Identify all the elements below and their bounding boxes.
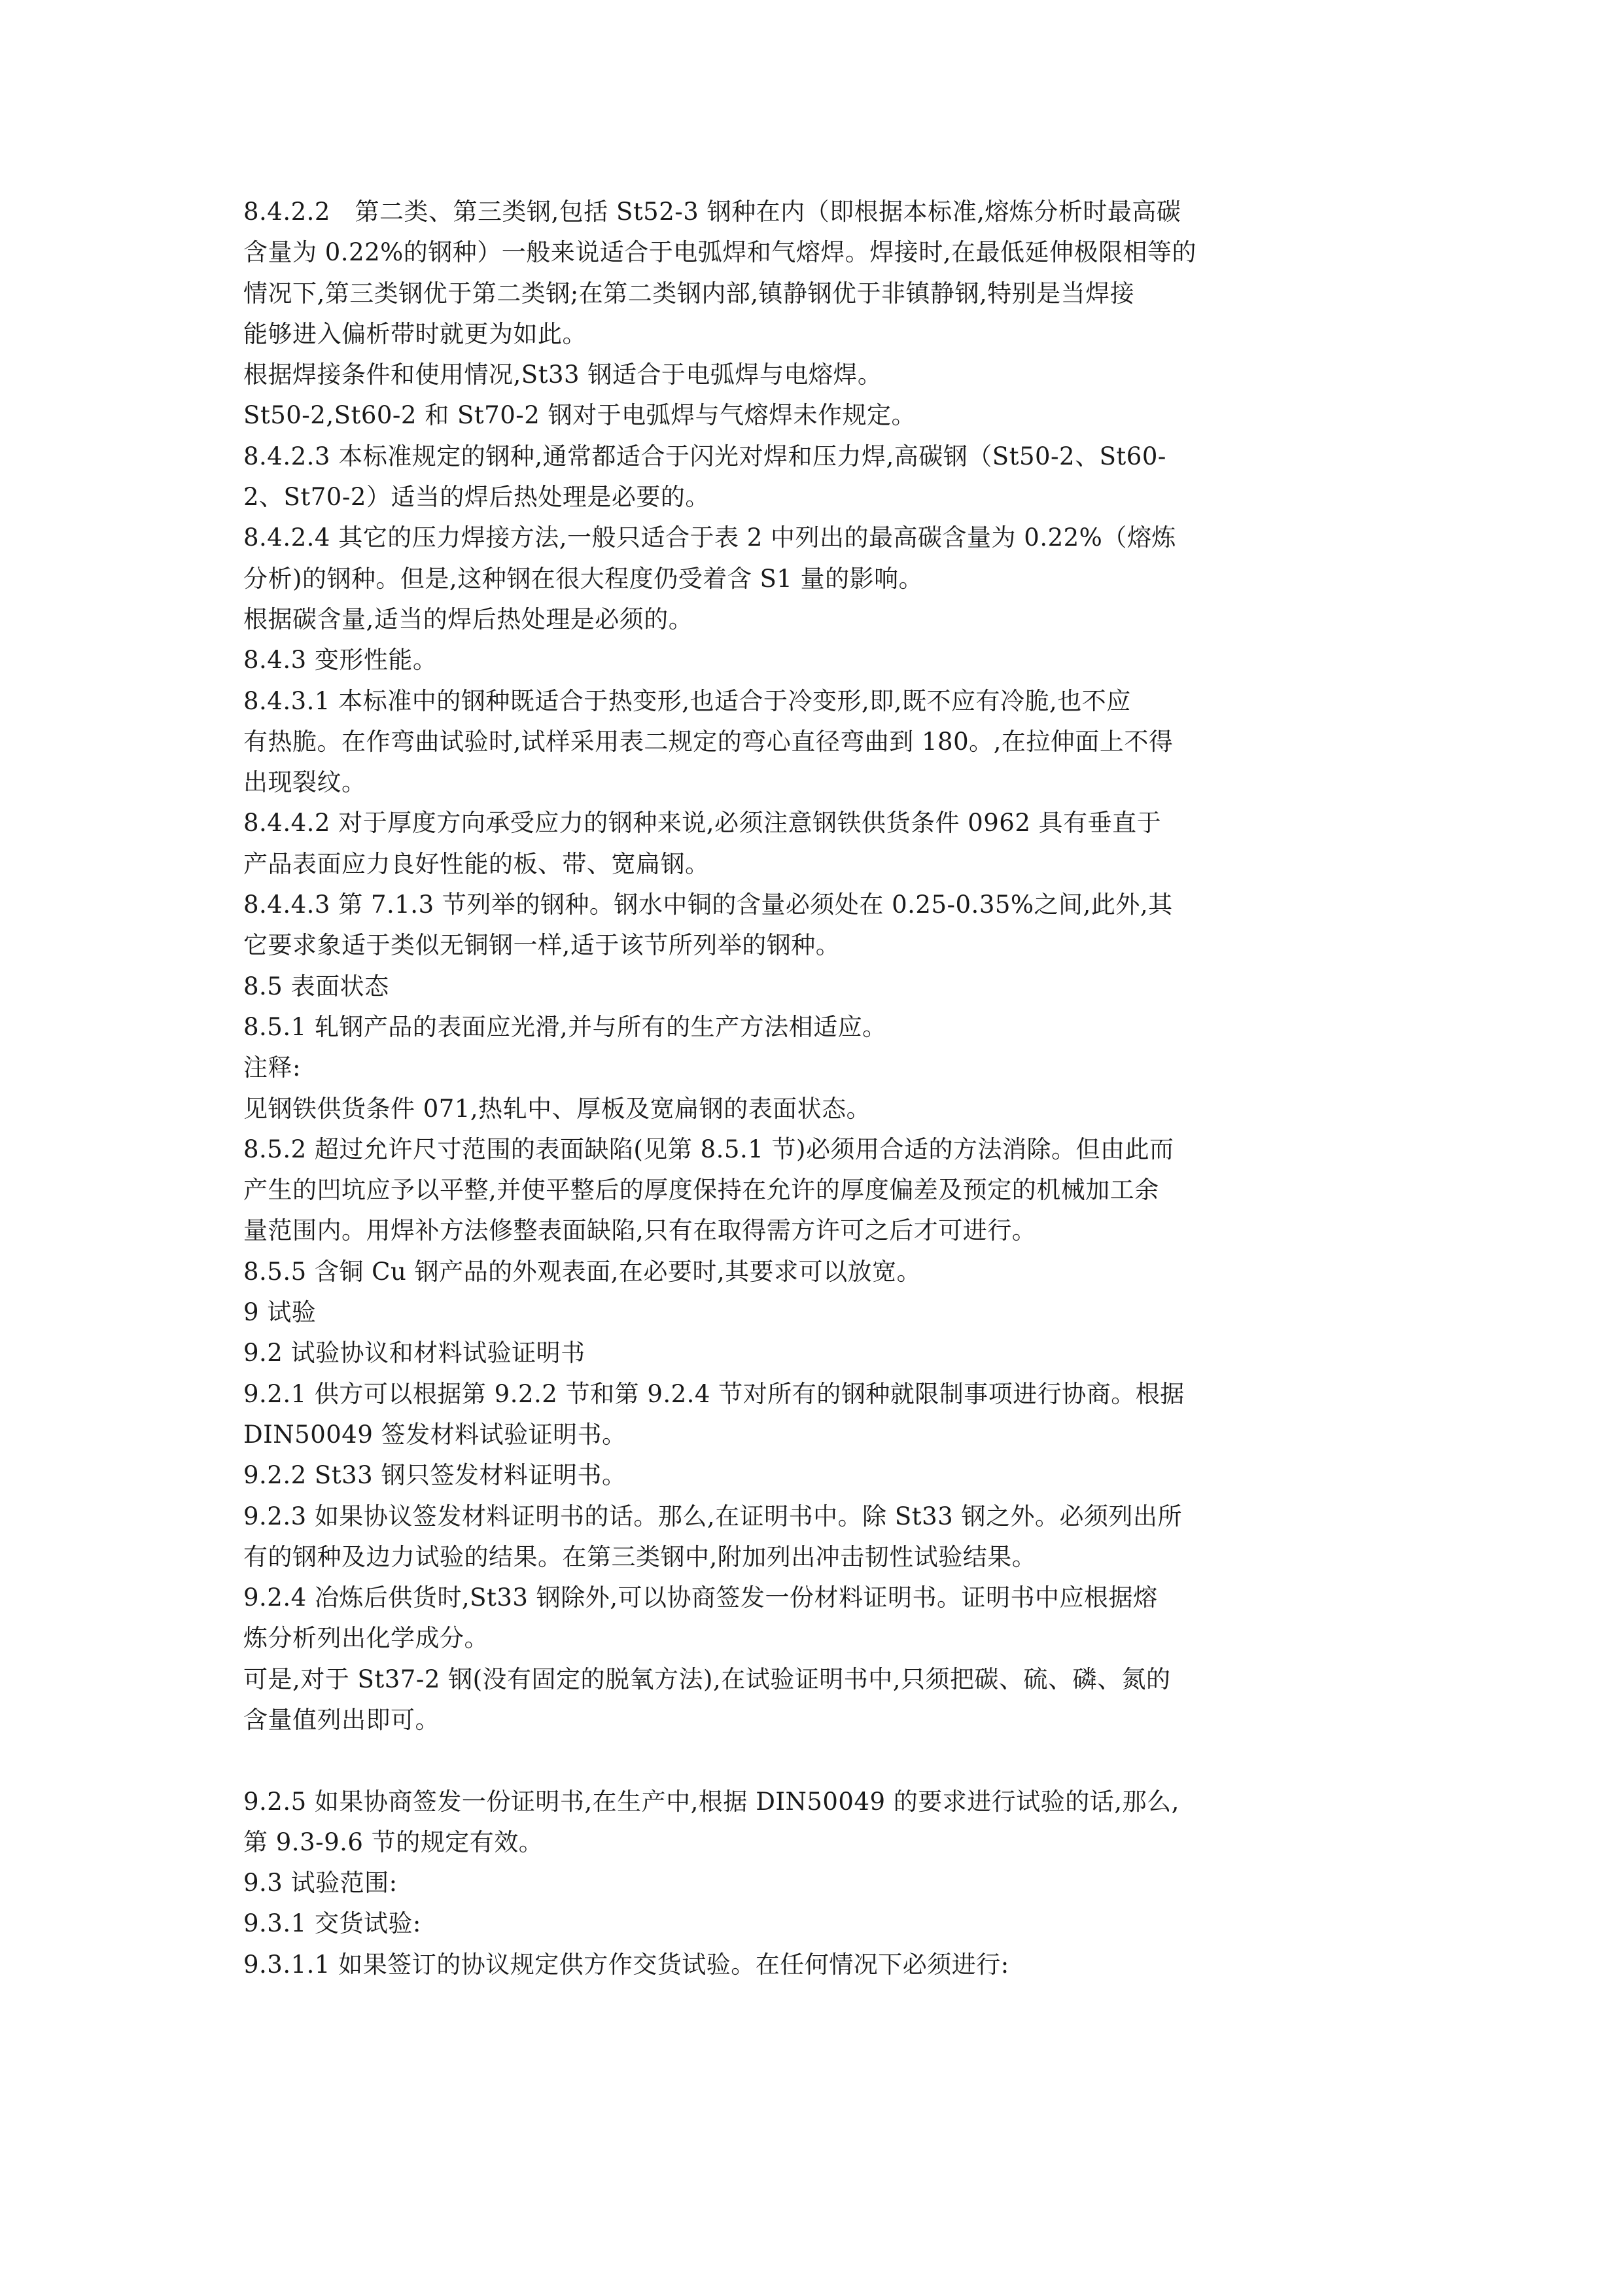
text-line: 9.3.1.1 如果签订的协议规定供方作交货试验。在任何情况下必须进行:: [243, 1950, 1009, 1979]
text-line: 出现裂纹。: [243, 768, 366, 797]
text-line: St50-2,St60-2 和 St70-2 钢对于电弧焊与气熔焊未作规定。: [243, 401, 916, 430]
text-line: DIN50049 签发材料试验证明书。: [243, 1420, 627, 1449]
text-line: 8.5.2 超过允许尺寸范围的表面缺陷(见第 8.5.1 节)必须用合适的方法消除。但由此而: [243, 1135, 1174, 1163]
text-line: 第 9.3-9.6 节的规定有效。: [243, 1828, 544, 1856]
text-line: 9.2.2 St33 钢只签发材料证明书。: [243, 1461, 627, 1490]
text-line: 分析)的钢种。但是,这种钢在很大程度仍受着含 S1 量的影响。: [243, 564, 924, 593]
text-line: 情况下,第三类钢优于第二类钢;在第二类钢内部,镇静钢优于非镇静钢,特别是当焊接: [243, 279, 1135, 308]
text-line: 9.2.1 供方可以根据第 9.2.2 节和第 9.2.4 节对所有的钢种就限制事项进行协商。根据: [243, 1379, 1185, 1408]
text-line: 有的钢种及边力试验的结果。在第三类钢中,附加列出冲击韧性试验结果。: [243, 1542, 1037, 1571]
document-body: [243, 192, 1380, 1985]
text-line: 根据焊接条件和使用情况,St33 钢适合于电弧焊与电熔焊。: [243, 361, 882, 389]
text-line: 有热脆。在作弯曲试验时,试样采用表二规定的弯心直径弯曲到 180。,在拉伸面上不得: [243, 727, 1174, 756]
section-heading: 9.3.1 交货试验:: [243, 1909, 421, 1938]
text-line: 8.5.5 含铜 Cu 钢产品的外观表面,在必要时,其要求可以放宽。: [243, 1257, 922, 1286]
text-line: 8.5.1 轧钢产品的表面应光滑,并与所有的生产方法相适应。: [243, 1012, 887, 1041]
section-heading: 9.2 试验协议和材料试验证明书: [243, 1339, 585, 1368]
text-line: 9.2.4 冶炼后供货时,St33 钢除外,可以协商签发一份材料证明书。证明书中应根据熔: [243, 1583, 1158, 1612]
text-line: 见钢铁供货条件 071,热轧中、厚板及宽扁钢的表面状态。: [243, 1094, 871, 1123]
text-line: 可是,对于 St37-2 钢(没有固定的脱氧方法),在试验证明书中,只须把碳、硫、磷、氮的: [243, 1665, 1171, 1693]
text-line: 能够进入偏析带时就更为如此。: [243, 319, 587, 348]
text-line: 它要求象适于类似无铜钢一样,适于该节所列举的钢种。: [243, 931, 841, 960]
text-line: 8.4.3.1 本标准中的钢种既适合于热变形,也适合于冷变形,即,既不应有冷脆,也不应: [243, 686, 1131, 715]
section-heading: 8.5 表面状态: [243, 972, 389, 1000]
text-line: 2、St70-2）适当的焊后热处理是必要的。: [243, 483, 710, 512]
section-heading: 8.4.3 变形性能。: [243, 646, 438, 675]
text-line: 含量值列出即可。: [243, 1705, 440, 1734]
text-line: 8.4.4.2 对于厚度方向承受应力的钢种来说,必须注意钢铁供货条件 0962 具有垂直于: [243, 809, 1162, 838]
text-line: 9.2.3 如果协议签发材料证明书的话。那么,在证明书中。除 St33 钢之外。必须列出所: [243, 1502, 1182, 1530]
text-line: 8.4.2.3 本标准规定的钢种,通常都适合于闪光对焊和压力焊,高碳钢（St50-2、St60-: [243, 442, 1166, 470]
text-line: 8.4.2.4 其它的压力焊接方法,一般只适合于表 2 中列出的最高碳含量为 0.22%（熔炼: [243, 523, 1176, 552]
text-line: 量范围内。用焊补方法修整表面缺陷,只有在取得需方许可之后才可进行。: [243, 1216, 1037, 1245]
text-line: 产生的凹坑应予以平整,并使平整后的厚度保持在允许的厚度偏差及预定的机械加工余: [243, 1176, 1159, 1205]
text-line: 8.4.2.2 第二类、第三类钢,包括 St52-3 钢种在内（即根据本标准,熔炼分析时最高碳: [243, 198, 1181, 226]
note-label: 注释:: [243, 1053, 301, 1082]
text-line: 9.2.5 如果协商签发一份证明书,在生产中,根据 DIN50049 的要求进行试验的话,那么,: [243, 1787, 1179, 1816]
blank-line: [243, 1740, 1380, 1781]
text-line: 含量为 0.22%的钢种）一般来说适合于电弧焊和气熔焊。焊接时,在最低延伸极限相等的: [243, 238, 1197, 267]
section-heading: 9 试验: [243, 1298, 317, 1327]
text-line: 炼分析列出化学成分。: [243, 1624, 489, 1653]
text-line: 根据碳含量,适当的焊后热处理是必须的。: [243, 605, 693, 633]
section-heading: 9.3 试验范围:: [243, 1869, 398, 1898]
text-line: 产品表面应力良好性能的板、带、宽扁钢。: [243, 849, 710, 878]
text-line: 8.4.4.3 第 7.1.3 节列举的钢种。钢水中铜的含量必须处在 0.25-0.35%之间,此外,其: [243, 891, 1173, 919]
